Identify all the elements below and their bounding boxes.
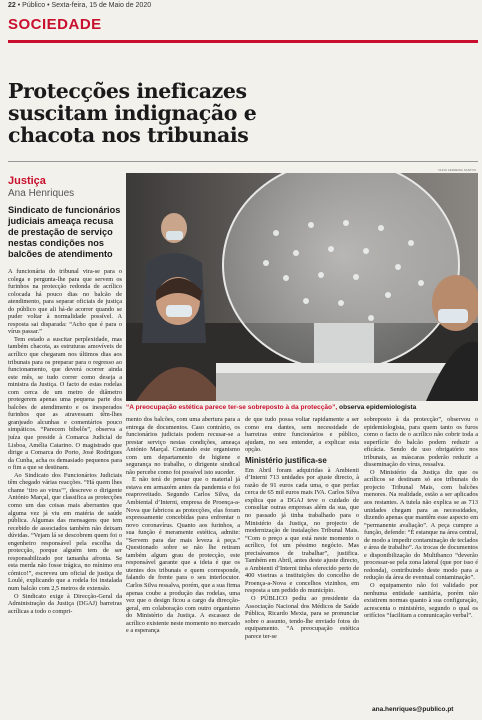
paper-name: Público	[22, 2, 46, 9]
caption-quote: “A preocupação estética parece ter-se sobreposto à da protecção”,	[126, 404, 338, 411]
headline: Protecções ineficazes suscitam indignação e chacota nos tribunais	[8, 79, 257, 147]
paragraph: O PÚBLICO pediu ao presidente da Associação Nacional dos Médicos de Saúde Pública, Ricardo Mexia, para se pronunciar sobre o assunto, tendo-lhe enviado fotos do equipamento. “A preocupação estética parece ter-se	[245, 595, 359, 640]
paragraph: Em Abril foram adquiridas à Ambienti d’Interni 713 unidades por ajuste directo, à razão de 91 euros cada uma, o que perfaz cerca de 65 mil euros mais IVA. Carlos Silva explica que a DGAJ teve o cuidado de consultar outras empresas além da sua, que no passado já tinha trabalhado para o Ministério da Justiça, no projecto de modernização de instalações Tribunal Mais. “Com o preço a que está neste momento o acrílico, foi um péssimo negócio. Mas precisávamos de trabalhar”, justifica. Também em Abril, antes deste ajuste directo, a Ambienti d’Interni tinha oferecido perto de 400 viseiras a instituições do concelho de Proença-a-Nova e concelhos vizinhos, em resposta a um pedido do município.	[245, 466, 359, 595]
article-column-4	[364, 416, 478, 704]
separator: •	[17, 2, 23, 9]
article-column-1	[8, 268, 122, 720]
paragraph: O Ministério da Justiça diz que os acrílicos se destinam só aos tribunais do projecto Tribunal Mais, com balcões menores. Na realidade, estão a ser aplicados aos restantes. A tutela não explica se as 713 unidades chegam para as necessidades, dizendo apenas que mantêm esse aspecto em “permanente avaliação”. A peça cumpre a função, defende: “É estanque na área central, de modo a impedir contaminação de teclados e área de trabalho”. As trocas de documentos e disponibilização do Multibanco “deverão processar-se pela zona lateral (que por isso é redonda), contribuindo deste modo para a redução da área de eventual contaminação”.	[364, 468, 478, 582]
paragraph: Ao Sindicato dos Funcionários Judiciais têm chegado várias reacções. “Há quem lhes chame ‘tiro ao virus’”, descreve o dirigente António Marçal, que classifica as protecções como um das coisas mais aberrantes que alguma vez já viu em matéria de saúde pública. Algumas das mensagens que tem recebido de associados também não deixam dúvidas. “Vejam lá se descobrem quem foi o engenheiro responsável pela escolha da protecção, porque alguém tem de ser responsabilizado por tamanha afronta. Se esta merda não fosse trágica, no mínimo era cómico!”, escreveu um oficial de justiça de Loulé, explicando que a rodela foi instalada num balcão com 2,5 metros de extensão.	[8, 471, 122, 592]
subheading: Ministério justifica-se	[245, 455, 327, 465]
paragraph: mento dos balcões, com uma abertura para a entrega de documentos. Caso contrário, os funcionários judiciais podem recusar-se a prestar serviço nestas condições, ameaça António Marçal. Contando este organismo com um departamento de higiene e segurança no trabalho, o dirigente sindical não percebe como foi possível isto suceder.	[126, 416, 240, 476]
headline-divider	[8, 161, 478, 162]
lead-paragraph: Sindicato de funcionários judiciais ameaça recusa de prestação de serviço nestas condições nos balcões de atendimento	[8, 205, 121, 259]
court-counter-illustration	[126, 173, 478, 401]
separator: •	[47, 2, 52, 9]
paragraph: O Sindicato exige à Direcção-Geral da Administração da Justiça (DGAJ) barreiras acrílicas a todo o compri-	[8, 592, 122, 615]
issue-date: Sexta-feira, 15 de Maio de 2020	[51, 2, 152, 9]
topic-tag: Justiça	[8, 175, 46, 187]
article-photo	[126, 173, 478, 401]
paragraph: E não terá de pensar que o material já estava em armazém antes da pandemia e foi reaproveitado. Segundo Carlos Silva, da Ambiental d’Interni, empresa de Proença-a-Nova que fabricou as protecções, elas foram expressamente concebidas para enfrentar o novo coronavírus. Quanto aos furinhos, a sua função é meramente estética, admite: “Servem para dar mais leveza à peça.” Questionado sobre se não lhe retiram também algum grau de protecção, este responsável garante que a ideia é que os utentes dos tribunais e quem corresponde, falando de frente para o seu interlocutor. Carlos Silva ressalva, porém, que a sua firma apenas coube a produção das rodelas, uma vez que o design ficou a cargo da direcção-geral, em colaboração com outro organismo do Ministério da Justiça. A escassez de acrílico existente neste momento no mercado e a esperança	[126, 476, 240, 635]
paragraph: sobreposto à da protecção”, observou o epidemiologista, para quem tanto os furos como o facto de o acrílico não cobrir toda a superfície do balcão podem reduzir a eficácia. Sendo de uso obrigatório nos tribunais, as máscaras poderão reduzir a disseminação do vírus, ressalva.	[364, 416, 478, 469]
page-header	[8, 2, 151, 9]
paragraph: Tem estado a suscitar perplexidade, mas também chacota, as estruturas amovíveis de acrílico que chegaram nos últimos dias aos tribunais para os preparar para o regresso ao funcionamento, que deverá ocorrer ainda este mês, se tudo correr como deseja a ministra da Justiça. O facto de estas rodelas com cerca de um metro de diâmetro protegerem apenas uma pequena parte dos balcões de atendimento e os inesperados furinhos que as atravessam têm-lhes granjeado alcunhas e comentários pouco simpáticos. “Parecem bibelôs”, observa a juíza que preside à Comarca Judicial de Lisboa, Amélia Catarino. O magistrado que dirige a Comarca do Porto, José Rodrigues da Cunha, acha os demasiado pequenos para o fim a que se destinam.	[8, 335, 122, 472]
paragraph: de que tudo possa voltar rapidamente a ser como era dantes, sem necessidade de barreiras entre funcionários e público, ajudam, no seu entender, a explicar esta opção.	[245, 416, 359, 454]
photo-credit: NUNO FERREIRA SANTOS	[438, 168, 476, 172]
section-banner	[8, 16, 478, 33]
paragraph: O equipamento não foi validado por nenhuma entidade sanitária, porém não existirem normas quanto à sua configuração, acrescenta o ministério, segundo o qual os orifícios “facilitam a comunicação verbal”.	[364, 582, 478, 620]
article-column-2	[126, 416, 240, 720]
page-number: 22	[8, 2, 16, 9]
caption-text: observa epidemiologista	[337, 404, 417, 411]
author-byline: Ana Henriques	[8, 188, 75, 199]
section-title: SOCIEDADE	[8, 16, 102, 33]
photo-caption	[126, 404, 478, 411]
paragraph: A funcionária do tribunal vira-se para o colega e pergunta-lhe para que servem os furinhos na protecção redonda de acrílico colocada há pouco dias no balcão de atendimento, para separar oficiais de justiça do público que ali há-de acorrer quando se puder voltar à normalidade possível. A resposta sai disparada: “Acho que é para o vírus passar.”	[8, 268, 122, 336]
author-email[interactable]: ana.henriques@publico.pt	[372, 706, 454, 713]
article-column-3	[245, 416, 359, 720]
section-rule	[8, 40, 478, 43]
